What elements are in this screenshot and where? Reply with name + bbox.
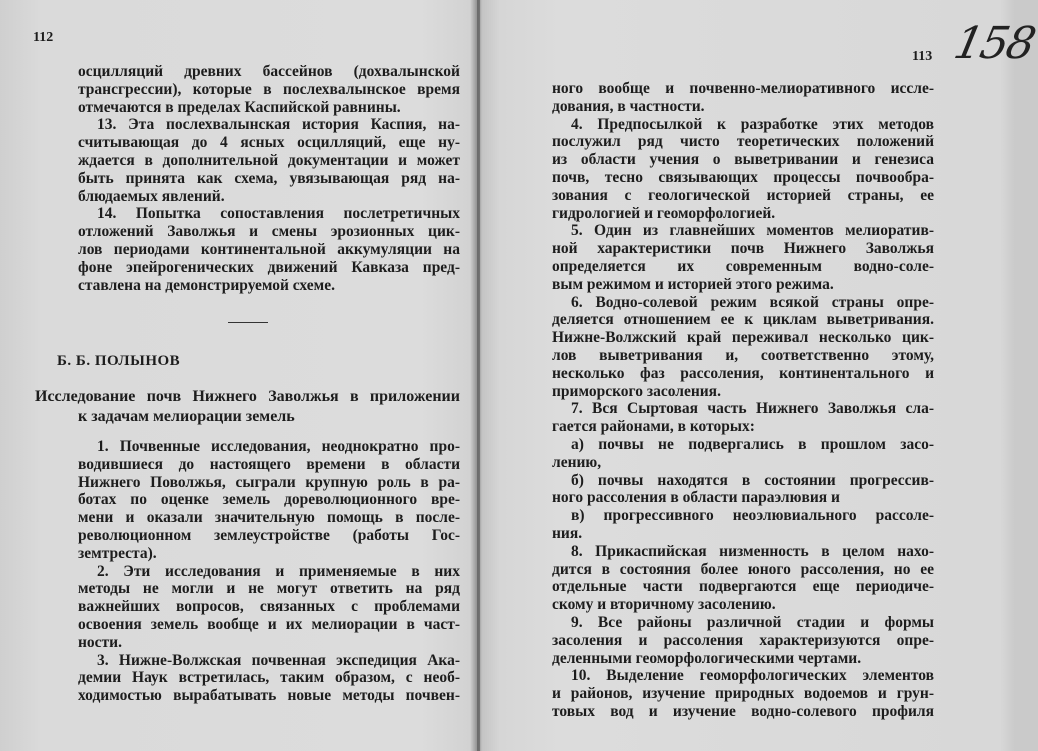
handwritten-archive-number: 158 [949,18,1038,69]
text-line: деленными геоморфологическими чертами. [552,649,862,667]
text-line: почв, тесно связывающих процессы почвообра- [552,168,934,186]
text-line: демии Наук встретилась, таким образом, с необ- [78,669,460,687]
text-line: ной характеристики почв Нижнего Заволжья [552,240,934,258]
text-line: лов выветривания и, соответственно этому, [552,346,934,364]
text-line: важнейших вопросов, связанных с проблемами [78,598,460,616]
text-line: 6. Водно-солевой режим всякой страны опре- [571,293,934,311]
book-spine-fold [477,0,480,751]
article-title [35,387,460,427]
right-page-number: 113 [912,49,933,64]
text-line: из области учения о выветривании и генезиса [552,151,934,169]
text-line: гидрологией и геоморфологией. [552,204,776,222]
text-line: определяется их современным водно-соле- [552,257,934,275]
text-line: мени и оказали значительную помощь в после- [78,509,460,527]
text-line: отдельные части подвергаются еще периодиче- [552,578,934,596]
text-line: несколько фаз рассоления, континентального и [552,364,934,382]
text-line: освоения земель вообще и их мелиорации в част- [78,615,460,633]
text-line: 4. Предпосылкой к разработке этих методов [571,115,934,133]
text-line: приморского засоления. [552,382,721,400]
paragraph [78,116,460,205]
text-line: 1. Почвенные исследования, неоднократно про- [97,438,460,455]
paragraph [552,80,934,116]
text-line: ности. [78,633,122,651]
text-line: 8. Прикаспийская низменность в целом нахо- [571,542,934,560]
paragraph [78,652,460,705]
article-author: Б. Б. ПОЛЫНОВ [57,353,181,369]
text-line: деляется отношением ее к циклам выветривания. [552,311,934,329]
text-line: товых вод и изучение водно-солевого профиля [552,702,934,720]
right-page-text [552,80,934,721]
text-line: гается районами, в которых: [552,418,755,436]
text-line: 14. Попытка сопоставления послетретичных [97,205,460,223]
paragraph [552,436,934,472]
text-line: отложений Заволжья и смены эрозионных цик- [78,223,460,241]
text-line: и районов, изучение природных водоемов и грун- [552,685,934,703]
text-line: Нижне-Волжский край переживал несколько цик- [552,329,934,347]
text-line: ного рассоления в области параэлювия и [552,489,840,507]
text-line: лов периодами континентальной аккумуляции на [78,240,460,258]
text-line: б) почвы находятся в состоянии прогрессив- [571,471,934,489]
text-line: засоления и рассоления характеризуются опре- [552,631,934,649]
left-page-text-bottom [78,438,460,705]
text-line: 10. Выделение геоморфологических элементов [571,667,934,685]
text-line: водившиеся до настоящего времени в области [78,455,460,473]
text-line: считывающая до 4 ясных осцилляций, еще ну- [78,134,460,152]
article-title-line: к задачам мелиорации земель [78,408,295,425]
text-line: революционном землеустройстве (работы Гос- [78,526,460,544]
text-line: зования с геологической историей страны, ее [552,186,934,204]
text-line: вым режимом и историей этого режима. [552,275,834,293]
paragraph [552,667,934,720]
text-line: дования, в частности. [552,97,705,115]
text-line: а) почвы не подвергались в прошлом засо- [571,435,934,453]
paragraph [78,205,460,294]
text-line: 9. Все районы различной стадии и формы [571,613,934,631]
text-line: 7. Вся Сыртовая часть Нижнего Заволжья сла- [571,400,934,418]
paragraph [552,472,934,508]
text-line: отмечаются в пределах Каспийской равнины. [78,98,401,116]
text-line: Нижнего Поволжья, сыграли крупную роль в ра- [78,473,460,491]
paragraph [78,563,460,652]
text-line: 3. Нижне-Волжская почвенная экспедиция Ака- [97,651,460,669]
text-line: 13. Эта послехвалынская история Каспия, на- [97,116,460,134]
text-line: ния. [552,524,583,542]
paragraph [78,438,460,563]
paragraph [552,543,934,614]
text-line: трансгрессии), которые в послехвалынское время [78,80,460,98]
article-title-line: Исследование почв Нижнего Заволжья в приложении [35,388,460,405]
text-line: быть принята как схема, увязывающая ряд на- [78,169,460,187]
text-line: земтреста). [78,544,157,562]
text-line: 5. Один из главнейших моментов мелиоратив- [571,222,934,240]
text-line: фоне эпейрогенических движений Кавказа пред- [78,258,460,276]
text-line: в) прогрессивного неоэлювиального рассоле- [571,507,934,525]
paragraph [552,614,934,667]
text-line: ходимостью вырабатывать новые методы почвен- [78,687,460,705]
paragraph [552,400,934,436]
paragraph [552,222,934,293]
left-page-number: 112 [33,30,54,45]
text-line: ставлена на демонстрируемой схеме. [78,276,335,294]
text-line: ного вообще и почвенно-мелиоративного иссле- [552,80,934,97]
text-line: 2. Эти исследования и применяемые в них [97,562,460,580]
text-line: послужил ряд чисто теоретических положений [552,133,934,151]
text-line: дится в состояния более юного рассоления, но ее [552,560,934,578]
text-line: лению, [552,453,602,471]
text-line: ждается в дополнительной документации и может [78,151,460,169]
paragraph [552,116,934,223]
text-line: скому и вторичному засолению. [552,596,776,614]
text-line: осцилляций древних бассейнов (дохвалынской [78,63,460,80]
text-line: ботах по оценке земель дореволюционного вре- [78,491,460,509]
text-line: методы не могли и не могут ответить на ряд [78,580,460,598]
paragraph [552,294,934,401]
paragraph [552,507,934,543]
paragraph [78,63,460,116]
section-divider [228,322,268,323]
text-line: блюдаемых явлений. [78,187,225,205]
left-page-text-top [78,63,460,294]
